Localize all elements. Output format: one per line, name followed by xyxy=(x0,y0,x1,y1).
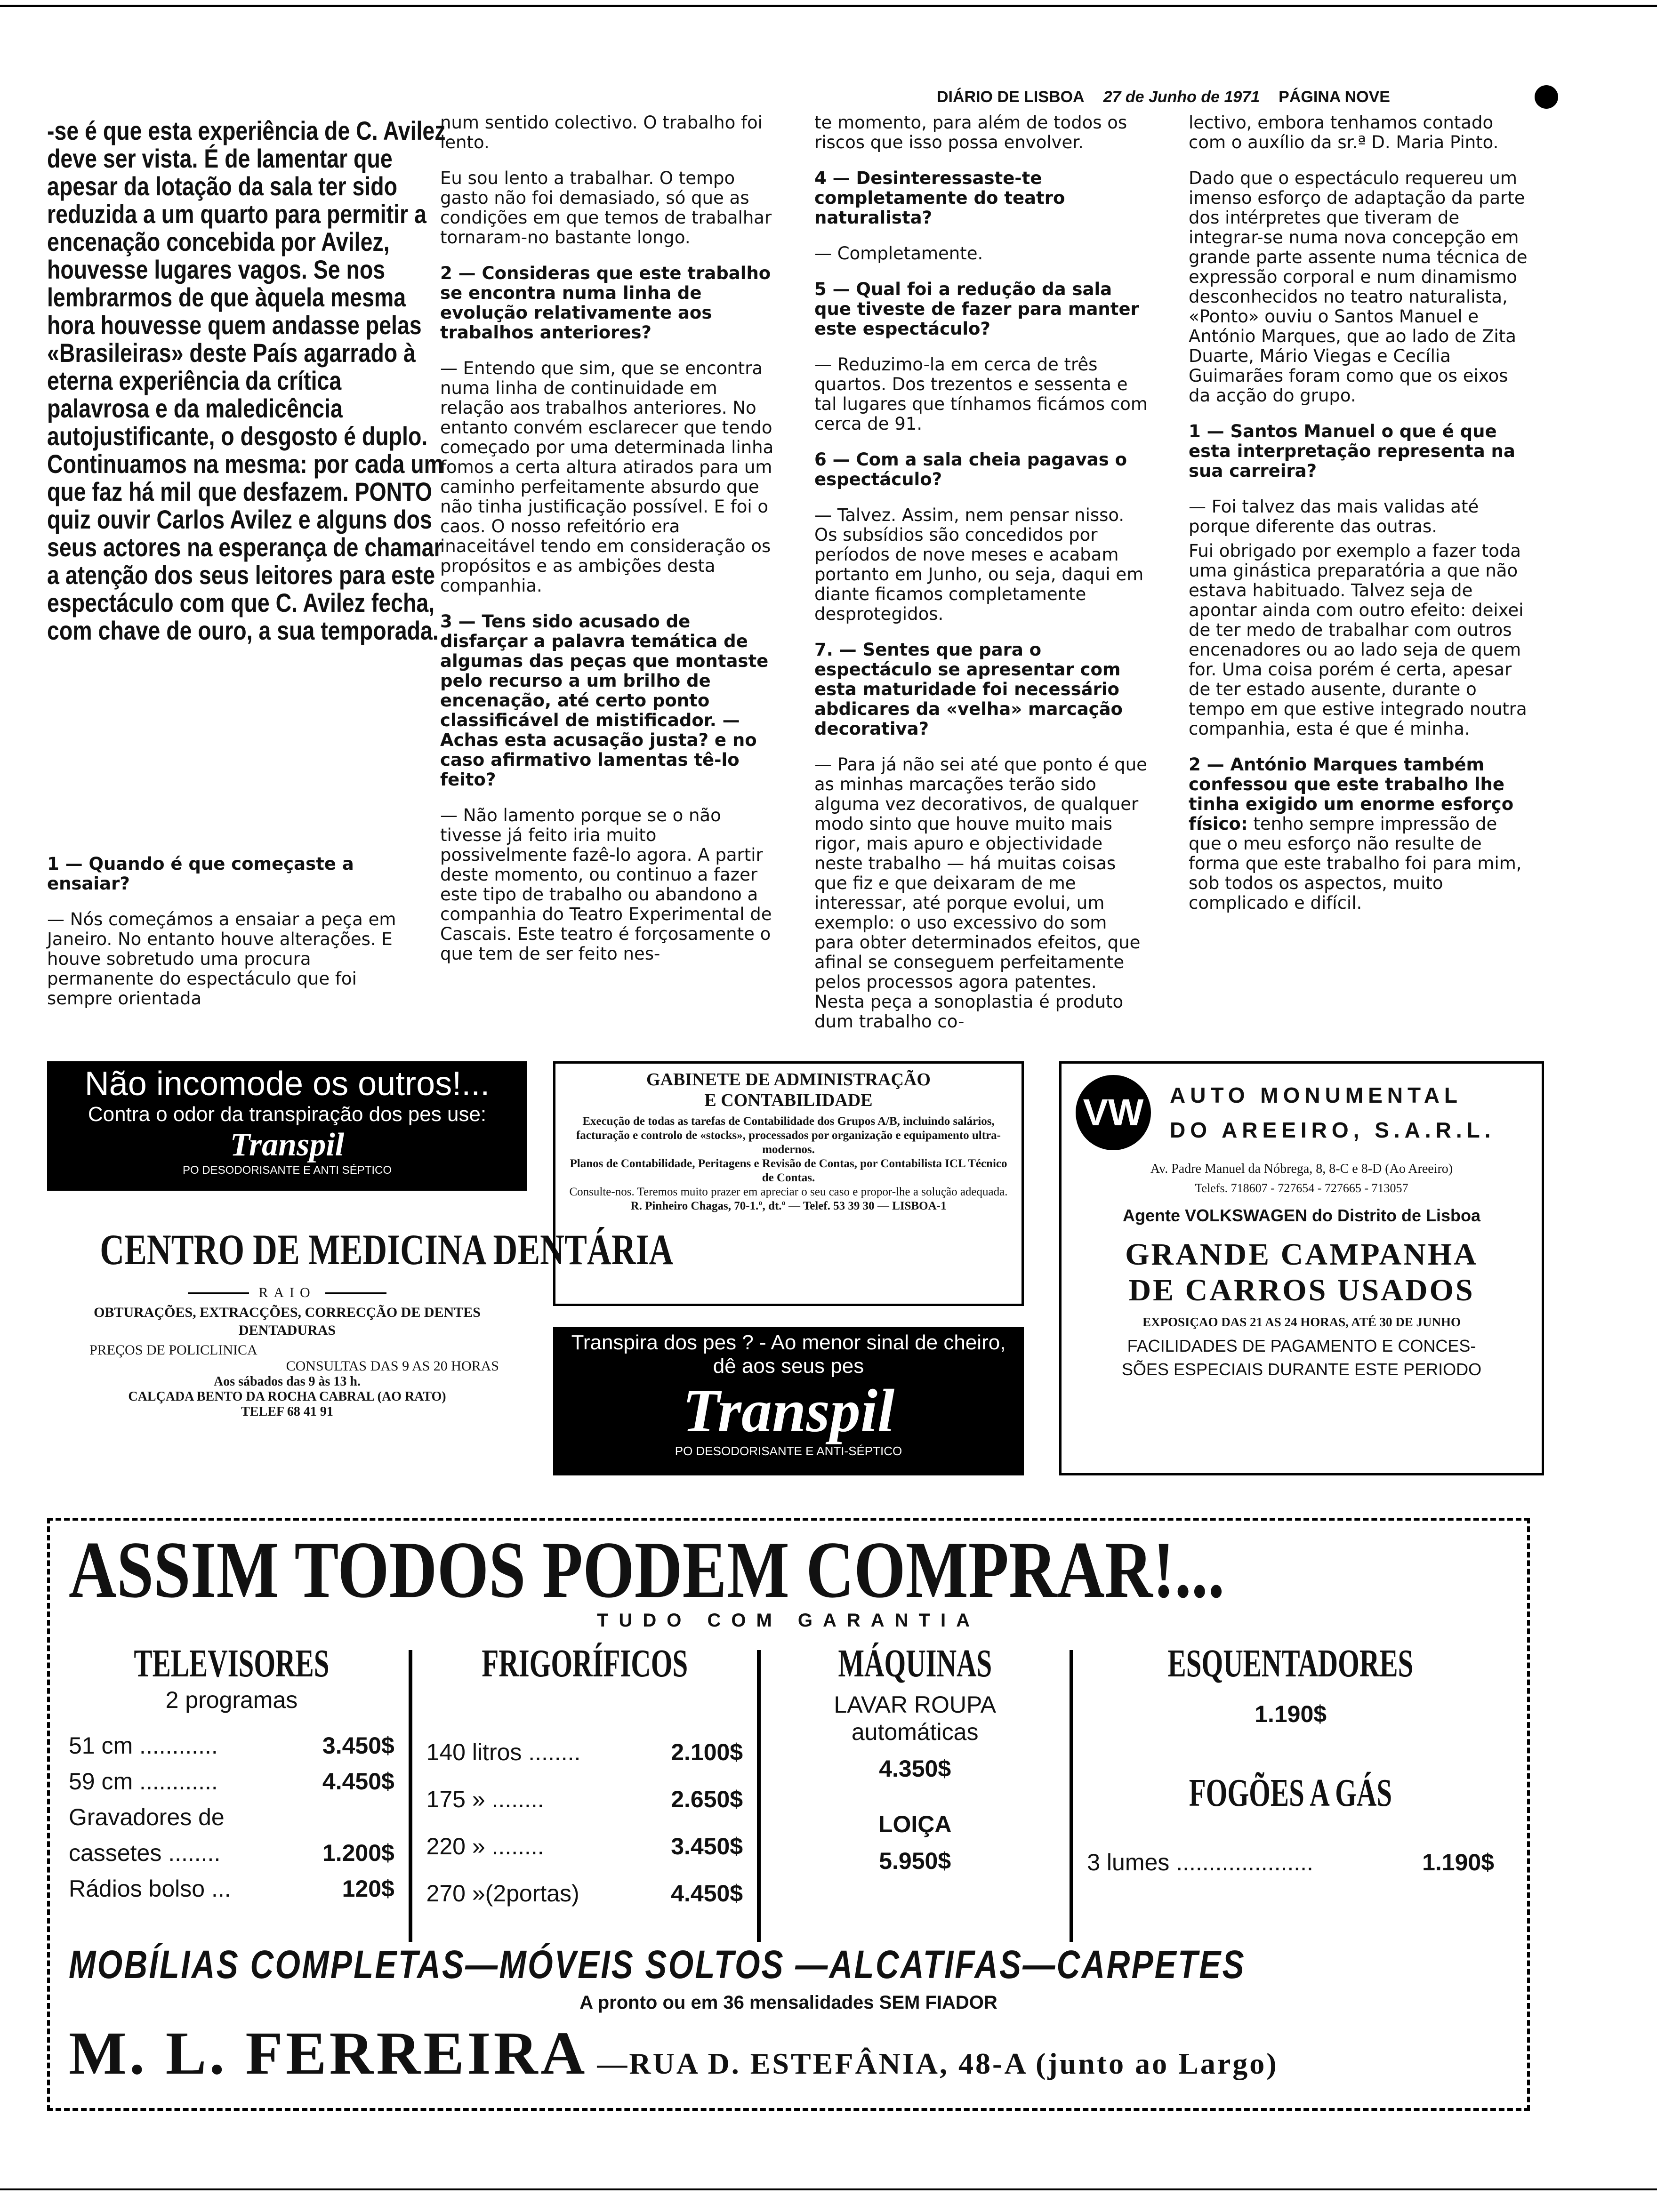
ferreira-ad xyxy=(47,1518,1530,2111)
stoves-title: FOGÕES A GÁS xyxy=(1189,1771,1392,1815)
dental-raio: RAIO xyxy=(47,1285,527,1301)
fridge-row: 220 » ........ 3.450$ xyxy=(426,1833,743,1859)
tv-row: cassetes ........ 1.200$ xyxy=(69,1840,394,1866)
ferreira-address: —RUA D. ESTEFÂNIA, 48-A (junto ao Largo) xyxy=(597,2047,1279,2080)
col4-paragraph-1: lectivo, embora tenhamos contado com o auxílio da sr.ª D. Maria Pinto. xyxy=(1189,112,1499,152)
tv-row: 51 cm ............ 3.450$ xyxy=(69,1732,394,1759)
transpil-subtitle: Contra o odor da transpiração dos pes use: xyxy=(88,1103,487,1126)
dental-prices: PREÇOS DE POLICLINICA xyxy=(89,1342,257,1358)
tv-row: Rádios bolso ... 120$ xyxy=(69,1875,394,1902)
question-3: 3 — Tens sido acusado de disfarçar a palavra temática de algumas das peças que montaste pelo recurso a um brilho de encenação, até certo ponto classificável de mistificador. — Achas esta acusação justa? e no caso afirmativo lamentas tê-lo feito? xyxy=(440,611,769,790)
fridge-title: FRIGORÍFICOS xyxy=(481,1642,688,1685)
ferreira-products xyxy=(69,1641,1508,1951)
answer-5: — Reduzimo-la em cerca de três quartos. Dos trezentos e sessenta e tal lugares que tínhamos ficámos com cerca de 91. xyxy=(814,354,1148,434)
auto-agent: Agente VOLKSWAGEN do Distrito de Lisboa xyxy=(1122,1206,1481,1225)
auto-phones: Telefs. 718607 - 727654 - 727665 - 713057 xyxy=(1195,1181,1408,1195)
transpil-ad-2 xyxy=(553,1327,1024,1475)
fridge-row: 270 »(2portas) 4.450$ xyxy=(426,1880,743,1907)
auto-header xyxy=(1076,1075,1528,1150)
gabinete-body-3: Consulte-nos. Teremos muito prazer em apreciar o seu caso e propor-lhe a solução adequada. xyxy=(569,1186,1008,1198)
article-col1-bottom xyxy=(47,854,400,1025)
auto-facilities-1: FACILIDADES DE PAGAMENTO E CONCES- xyxy=(1127,1336,1476,1355)
dental-address: CALÇADA BENTO DA ROCHA CABRAL (AO RATO) xyxy=(128,1389,446,1404)
machines-line-1: LAVAR ROUPA xyxy=(834,1691,996,1718)
bullet-icon xyxy=(1535,85,1558,109)
column-divider xyxy=(409,1650,412,1942)
col2-paragraph-1: num sentido colectivo. O trabalho foi lento. xyxy=(440,112,763,152)
gabinete-address: R. Pinheiro Chagas, 70-1.º, dt.º — Telef. 53 39 30 — LISBOA-1 xyxy=(630,1200,947,1212)
article-col2 xyxy=(440,113,774,980)
column-divider xyxy=(757,1650,761,1942)
transpil-brand: Transpil xyxy=(230,1127,345,1163)
question-7: 7. — Sentes que para o espectáculo se apresentar com esta maturidade foi necessário abdicares da «velha» marcação decorativa? xyxy=(814,640,1123,739)
tv-row: 59 cm ............ 4.450$ xyxy=(69,1768,394,1795)
dental-phone: TELEF 68 41 91 xyxy=(241,1404,333,1419)
question-5: 5 — Qual foi a redução da sala que tiveste de fazer para manter este espectáculo? xyxy=(814,279,1139,339)
answer-1: — Nós começámos a ensaiar a peça em Janeiro. No entanto houve alterações. E houve sobretudo uma procura permanente do espectáculo que foi sempre orientada xyxy=(47,909,396,1009)
dental-title: CENTRO DE MEDICINA DENTÁRIA xyxy=(100,1226,674,1274)
column-divider xyxy=(1070,1650,1073,1942)
question-1: 1 — Quando é que começaste a ensaiar? xyxy=(47,854,354,894)
question-4: 4 — Desinteressaste-te completamente do teatro naturalista? xyxy=(814,168,1065,228)
fridge-column xyxy=(412,1641,757,1951)
tv-title: TELEVISORES xyxy=(134,1642,330,1685)
machines-line-2: automáticas xyxy=(851,1719,979,1745)
article-lead-column xyxy=(47,117,448,666)
tv-row: Gravadores de xyxy=(69,1804,225,1830)
auto-name-2: DO AREEIRO, S.A.R.L. xyxy=(1170,1118,1496,1142)
answer-9: tenho sempre impressão de que o meu esforço não resulte de forma que este trabalho foi para mim, sob todos os aspectos, muito complicado e difícil. xyxy=(1189,814,1522,913)
auto-exhibit: EXPOSIÇAO DAS 21 AS 24 HORAS, ATÉ 30 DE JUNHO xyxy=(1142,1315,1461,1329)
transpil-tagline: PO DESODORISANTE E ANTI SÉPTICO xyxy=(182,1164,392,1177)
answer-6: — Talvez. Assim, nem pensar nisso. Os subsídios são concedidos por períodos de nove meses e acabam portanto em Junho, ou seja, daqui em diante ficamos completamente desprotegidos. xyxy=(814,505,1144,624)
top-rule xyxy=(0,5,1657,7)
answer-2: — Entendo que sim, que se encontra numa linha de continuidade em relação aos trabalhos anteriores. No entanto convém esclarecer que tendo começado por uma determinada linha fomos a certa altura atirados para um caminho perfeitamente absurdo que não tinha justificação possível. E foi o caos. O nosso refeitório era inaceitável tendo em consideração os propósitos e as ambições desta companhia. xyxy=(440,358,774,596)
answer-3: — Não lamento porque se o não tivesse já feito iria muito possivelmente fazê-lo agora. A partir deste momento, ou continuo a fazer este tipo de trabalho ou abandono a companhia do Teatro Experimental de Cascais. Este teatro é forçosamente o que tem de ser feito nes- xyxy=(440,805,772,964)
heaters-column xyxy=(1073,1641,1508,1951)
stoves-row: 3 lumes ..................... 1.190$ xyxy=(1087,1849,1495,1875)
question-9-block xyxy=(1189,755,1530,913)
paper-name: DIÁRIO DE LISBOA xyxy=(937,88,1085,106)
machines-column xyxy=(761,1641,1070,1951)
heaters-title: ESQUENTADORES xyxy=(1167,1642,1414,1685)
fridge-row: 175 » ........ 2.650$ xyxy=(426,1786,743,1812)
gabinete-title-1: GABINETE DE ADMINISTRAÇÃO xyxy=(646,1070,931,1090)
dental-hours: CONSULTAS DAS 9 AS 20 HORAS xyxy=(286,1358,499,1374)
ferreira-furniture: MOBÍLIAS COMPLETAS—MÓVEIS SOLTOS —ALCATIFAS—CARPETES xyxy=(69,1942,1246,1987)
transpil-ad-1 xyxy=(47,1061,527,1191)
answer-4: — Completamente. xyxy=(814,243,983,264)
issue-date: 27 de Junho de 1971 xyxy=(1103,88,1260,106)
ferreira-headline: ASSIM TODOS PODEM COMPRAR!... xyxy=(69,1525,1225,1615)
col3-paragraph-1: te momento, para além de todos os riscos que isso possa envolver. xyxy=(814,112,1127,152)
ferreira-store: M. L. FERREIRA xyxy=(69,2020,588,2087)
article-col4 xyxy=(1189,113,1530,929)
transpil-title: Não incomode os outros!... xyxy=(84,1065,490,1103)
col2-paragraph-2: Eu sou lento a trabalhar. O tempo gasto não foi demasiado, só que as condições em que temos de trabalhar tornaram-no bastante longo. xyxy=(440,168,772,248)
article-col3 xyxy=(814,113,1151,1048)
auto-address: Av. Padre Manuel da Nóbrega, 8, 8-C e 8-D (Ao Areeiro) xyxy=(1150,1162,1453,1176)
answer-8a: — Foi talvez das mais validas até porque diferente das outras. xyxy=(1189,497,1479,537)
fridge-rows xyxy=(426,1729,743,1917)
ferreira-guarantee: TUDO COM GARANTIA xyxy=(597,1610,980,1631)
gabinete-title-2: E CONTABILIDADE xyxy=(704,1090,873,1110)
auto-campaign-2: DE CARROS USADOS xyxy=(1128,1273,1475,1307)
tv-rows xyxy=(69,1728,394,1907)
vw-logo-icon: VW xyxy=(1076,1075,1151,1150)
loica-label: LOIÇA xyxy=(878,1811,952,1837)
dental-services: OBTURAÇÕES, EXTRACÇÕES, CORRECÇÃO DE DENTES DENTADURAS xyxy=(94,1305,481,1338)
auto-campaign-1: GRANDE CAMPANHA xyxy=(1125,1237,1478,1272)
ferreira-footer xyxy=(69,2018,1508,2089)
question-6: 6 — Com a sala cheia pagavas o espectáculo? xyxy=(814,449,1127,489)
page-number: PÁGINA NOVE xyxy=(1279,88,1390,106)
question-9: 2 — António Marques também confessou que este trabalho lhe tinha exigido um enorme esforço físico: xyxy=(1189,754,1514,834)
question-2: 2 — Consideras que este trabalho se encontra numa linha de evolução relativamente aos trabalhos anteriores? xyxy=(440,263,771,343)
dental-saturdays: Aos sábados das 9 às 13 h. xyxy=(214,1374,361,1389)
auto-name-1: AUTO MONUMENTAL xyxy=(1170,1083,1463,1107)
transpil2-brand: Transpil xyxy=(682,1377,895,1445)
answer-8b: Fui obrigado por exemplo a fazer toda uma ginástica preparatória a que não estava habituado. Talvez seja de apontar ainda com outro efeito: deixei de ter medo de trabalhar com outros encenadores ou ao lado seja de quem for. Uma coisa porém é certa, apesar de ter estado ausente, durante o tempo em que estive integrado noutra companhia, esta é que é minha. xyxy=(1189,541,1527,739)
tv-column xyxy=(69,1641,409,1951)
heaters-price: 1.190$ xyxy=(1255,1701,1327,1727)
gabinete-ad xyxy=(553,1061,1024,1306)
tv-sub: 2 programas xyxy=(165,1687,298,1713)
machines-price: 4.350$ xyxy=(879,1755,951,1782)
gabinete-body-2: Planos de Contabilidade, Peritagens e Revisão de Contas, por Contabilista ICL Técnico de Contas. xyxy=(570,1157,1007,1184)
answer-7: — Para já não sei até que ponto é que as minhas marcações terão sido alguma vez decorativos, de qualquer modo sinto que houve muito mais rigor, mais apuro e objectividade neste trabalho — há muitas coisas que fiz e que deixaram de me interessar, até porque evolui, um exemplo: o uso excessivo do som para obter determinados efeitos, que afinal se conseguem perfeitamente pelos processos agora patentes. Nesta peça a sonoplastia é produto dum trabalho co- xyxy=(814,754,1147,1032)
auto-facilities-2: SÕES ESPECIAIS DURANTE ESTE PERIODO xyxy=(1121,1360,1482,1379)
auto-monumental-ad xyxy=(1059,1061,1544,1475)
dental-ad xyxy=(47,1224,674,1478)
gabinete-body: Execução de todas as tarefas de Contabilidade dos Grupos A/B, incluindo salários, facturação e controlo de «stocks», processados por organização e equipamento ultra-modernos. xyxy=(576,1115,1001,1156)
page-header xyxy=(937,84,1558,110)
bottom-rule xyxy=(0,2188,1657,2190)
col4-paragraph-2: Dado que o espectáculo requereu um imenso esforço de adaptação da parte dos intérpretes que tiveram de integrar-se numa nova concepção em grande parte assente numa técnica de expressão corporal e num dinamismo desconhecidos no teatro naturalista, «Ponto» ouviu o Santos Manuel e António Marques, que ao lado de Zita Duarte, Mário Viegas e Cecília Guimarães foram como que os eixos da acção do grupo. xyxy=(1189,168,1528,406)
machines-title: MÁQUINAS xyxy=(838,1642,992,1685)
lead-paragraph: -se é que esta experiência de C. Avilez deve ser vista. É de lamentar que apesar da lotação da sala ter sido reduzida a um quarto para permitir a encenação concebida por Avilez, houvesse lugares vagos. Se nos lembrarmos de que àquela mesma hora houvesse quem andasse pelas «Brasileiras» deste País agarrado à eterna experiência da crítica palavrosa e da maledicência autojustificante, o desgosto é duplo. Continuamos na mesma: por cada um que faz há mil que desfazem. PONTO quiz ouvir Carlos Avilez e alguns dos seus actores na esperança de chamar a atenção dos seus leitores para este espectáculo com que C. Avilez fecha, com chave de ouro, a sua temporada. xyxy=(47,116,446,645)
question-8: 1 — Santos Manuel o que é que esta interpretação representa na sua carreira? xyxy=(1189,421,1515,481)
ferreira-terms: A pronto ou em 36 mensalidades SEM FIADOR xyxy=(579,1992,997,2013)
transpil2-headline: Transpira dos pes ? - Ao menor sinal de cheiro, dê aos seus pes xyxy=(571,1331,1006,1378)
transpil2-tagline: PO DESODORISANTE E ANTI-SÉPTICO xyxy=(675,1444,902,1458)
loica-price: 5.950$ xyxy=(879,1848,951,1874)
fridge-row: 140 litros ........ 2.100$ xyxy=(426,1739,743,1765)
